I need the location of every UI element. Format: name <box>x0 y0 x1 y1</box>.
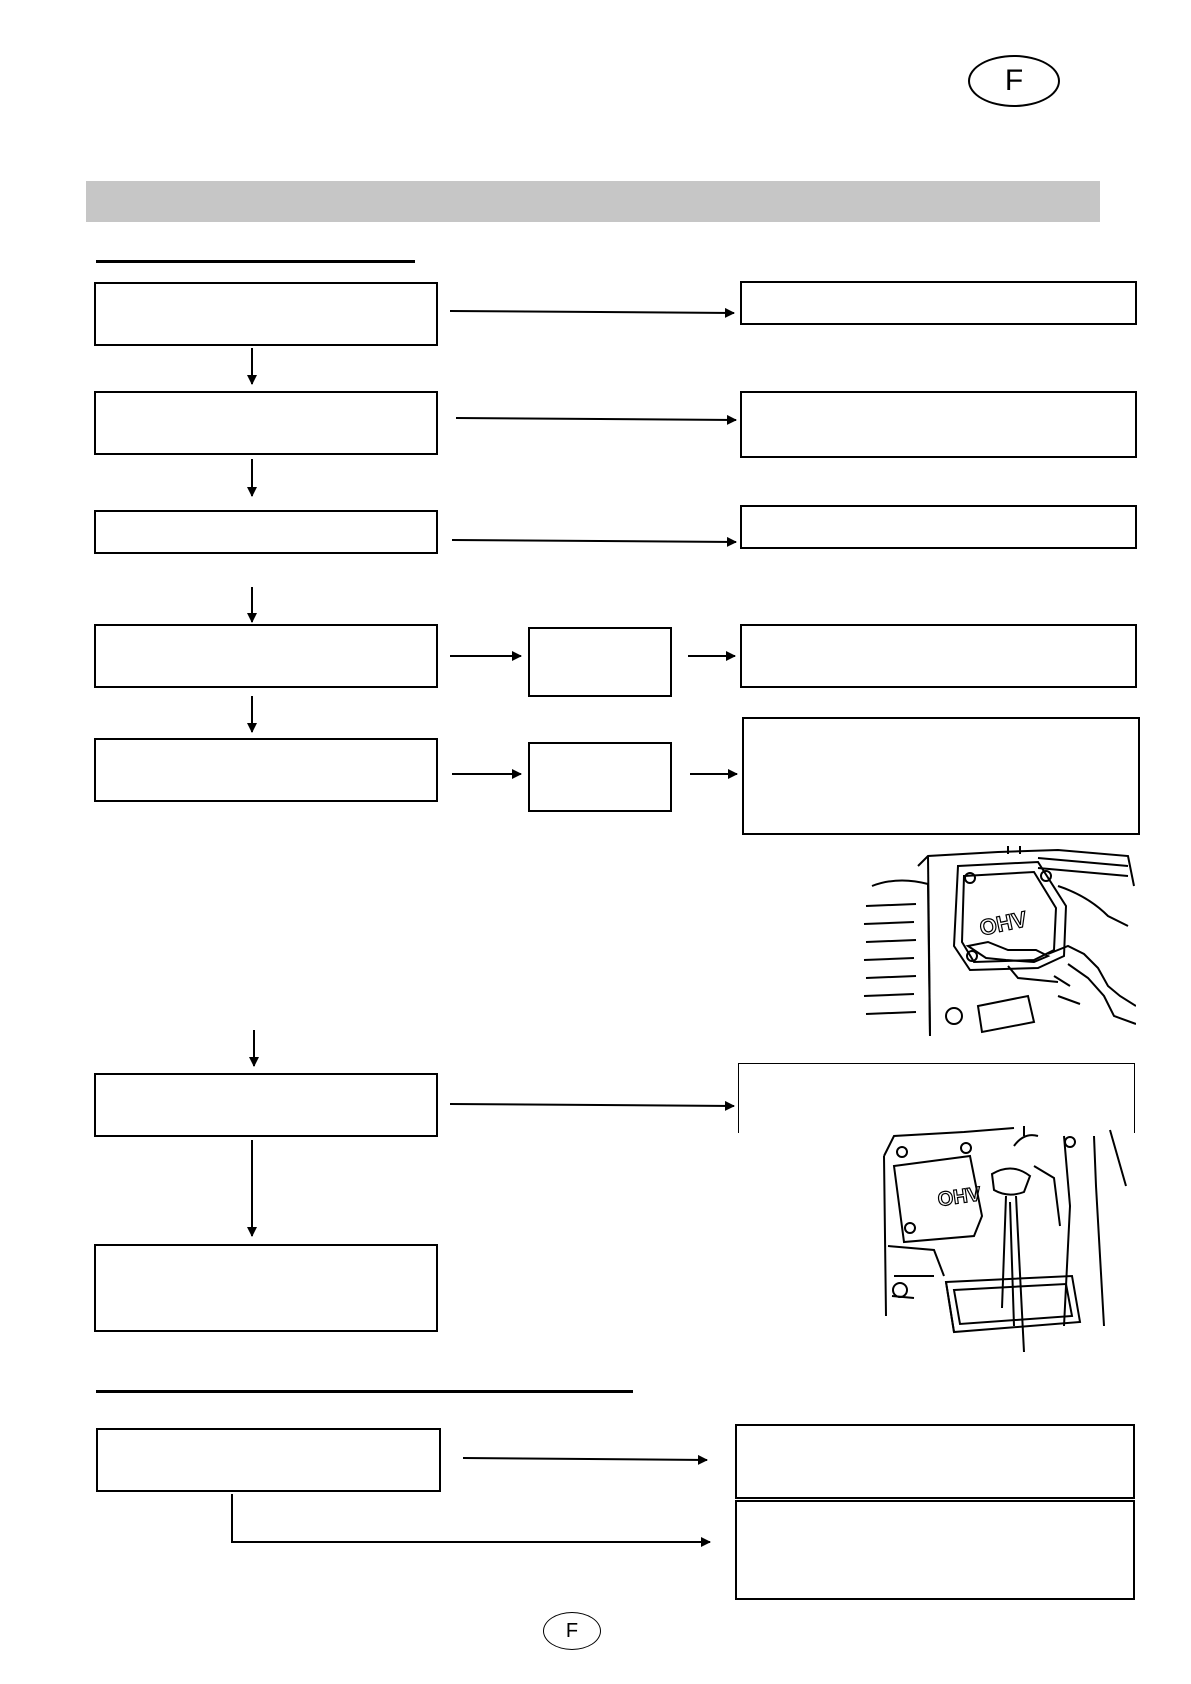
arrow-step3-to-result3 <box>452 540 736 542</box>
arrow-step2-to-result2 <box>456 418 736 420</box>
oil-drain-illustration-ohv-label: OHV <box>936 1183 983 1212</box>
arrow-step1-to-result1 <box>450 311 734 313</box>
language-badge-top-label: F <box>1004 64 1024 97</box>
spark-plug-illustration-ohv-label: OHV <box>977 906 1030 941</box>
arrow-s2-step-to-result1 <box>463 1458 707 1460</box>
arrow-step6-to-result6 <box>450 1104 734 1106</box>
arrow-s2-step-to-result2 <box>232 1494 710 1542</box>
language-badge-bottom-label: F <box>565 1619 579 1642</box>
language-badge-bottom <box>543 1612 601 1650</box>
